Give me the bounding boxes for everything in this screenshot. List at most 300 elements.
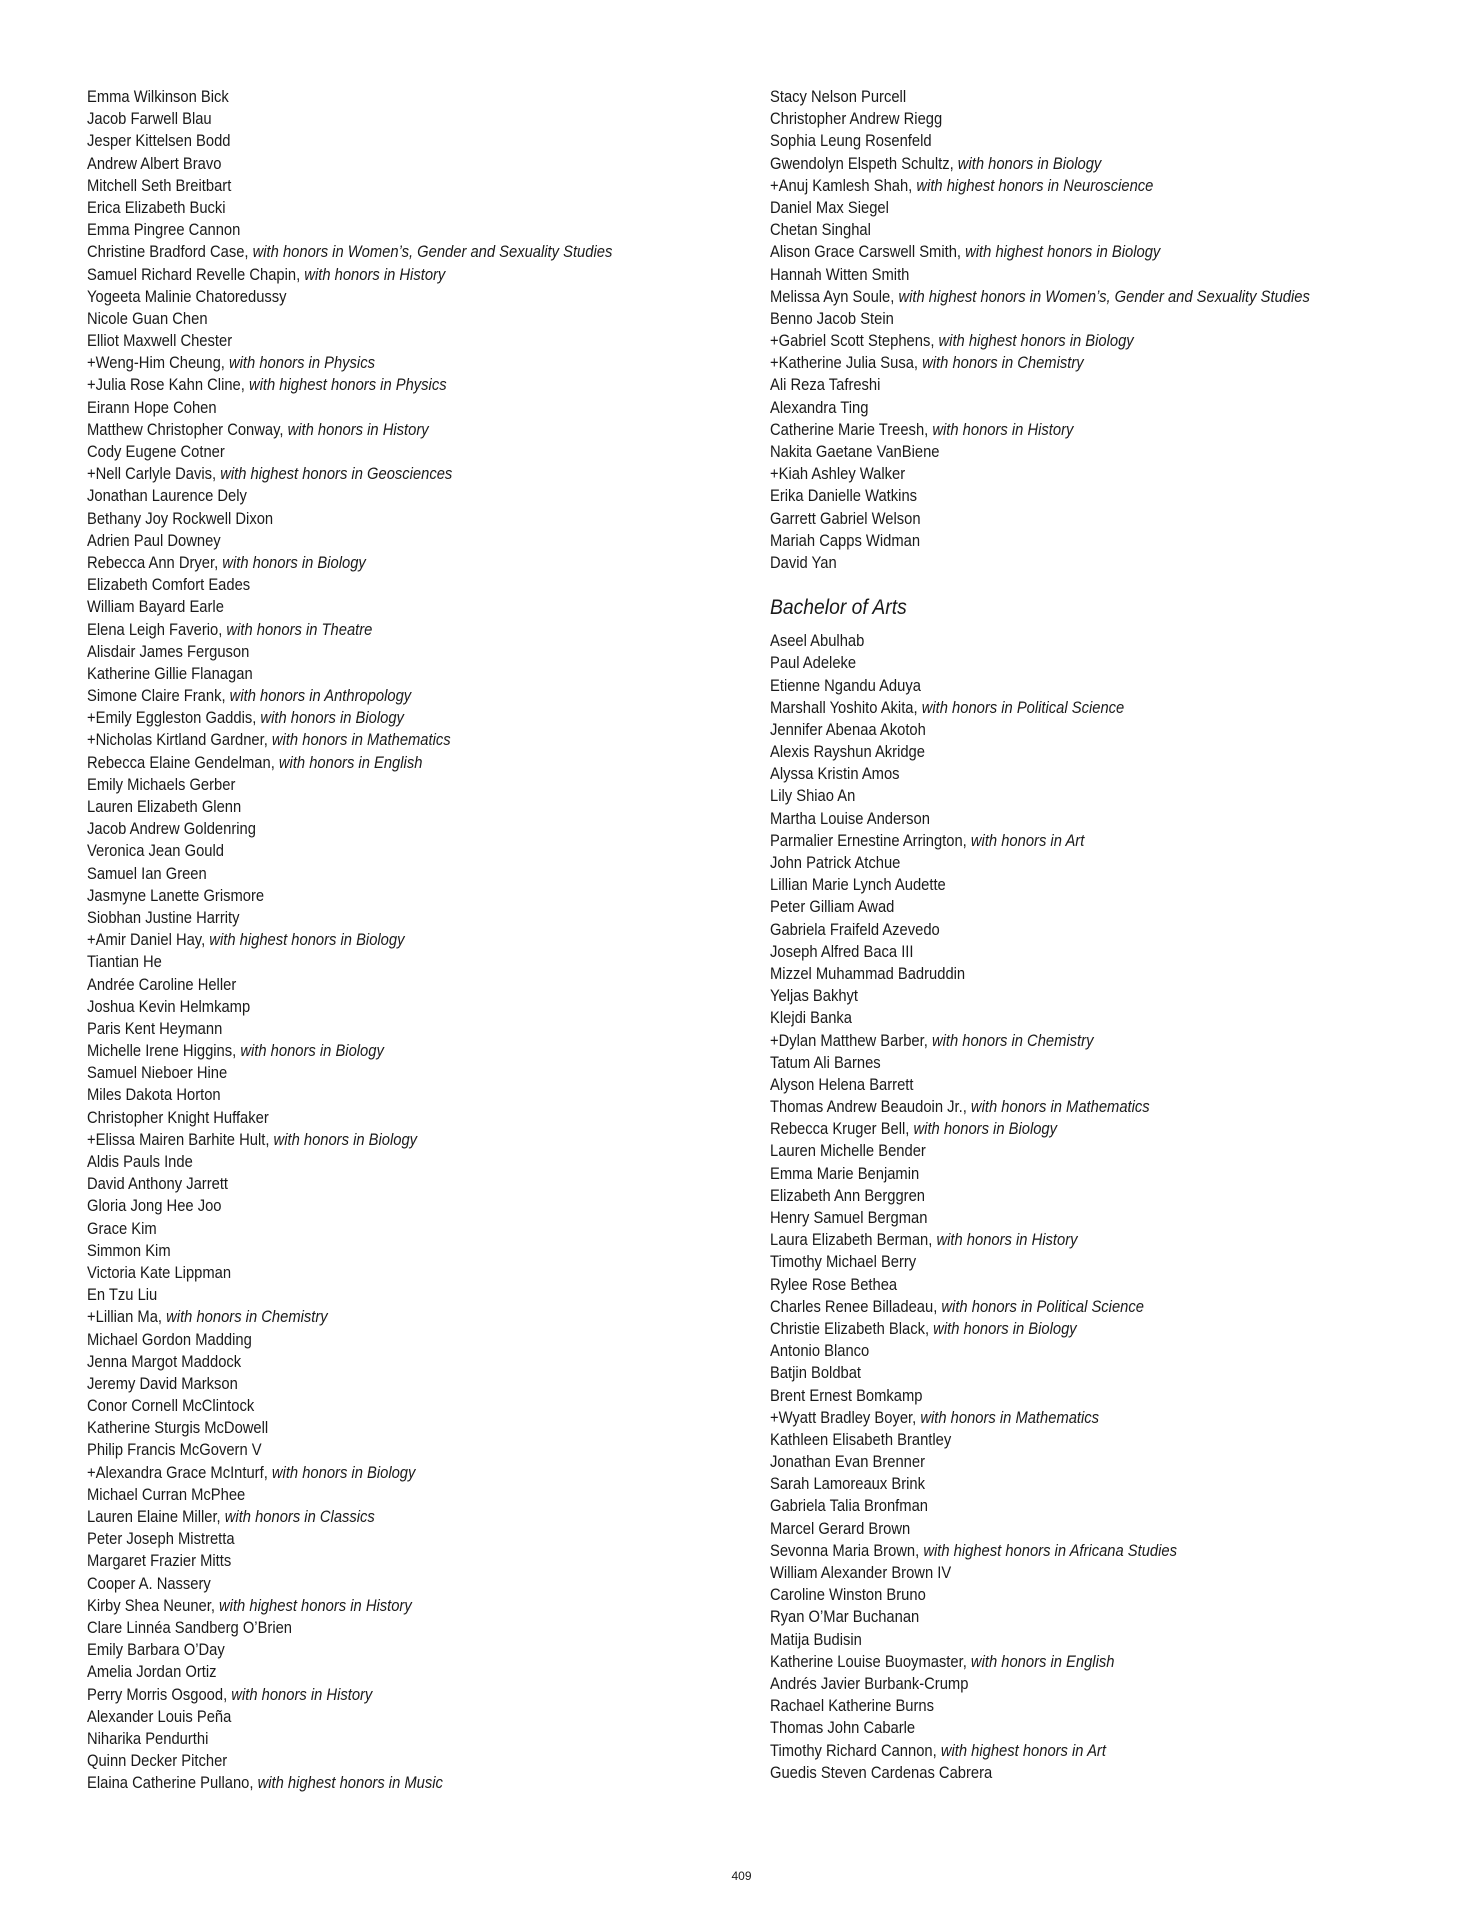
graduate-name: Sophia Leung Rosenfeld (770, 132, 932, 151)
graduate-entry (770, 286, 1382, 308)
graduate-name: Niharika Pendurthi (87, 1729, 209, 1748)
graduate-entry (770, 1318, 1382, 1340)
graduate-name: Elaina Catherine Pullano, (87, 1774, 254, 1793)
graduate-entry (87, 663, 663, 685)
graduate-entry (87, 729, 663, 751)
graduate-entry (770, 1074, 1382, 1096)
graduate-entry (770, 1717, 1382, 1739)
graduate-entry (87, 1284, 663, 1306)
graduate-name: Cooper A. Nassery (87, 1574, 211, 1593)
honors-designation: with highest honors in Biology (938, 332, 1134, 351)
graduate-name: Paris Kent Heymann (87, 1019, 223, 1038)
graduate-entry (87, 1484, 663, 1506)
honors-designation: with honors in English (278, 753, 423, 772)
graduate-name: +Nell Carlyle Davis, (87, 465, 217, 484)
honors-designation: with honors in Women’s, Gender and Sexuality Studies (252, 243, 613, 262)
graduate-entry (87, 1329, 663, 1351)
graduate-name: Etienne Ngandu Aduya (770, 676, 921, 695)
graduate-name: Eirann Hope Cohen (87, 398, 217, 417)
graduate-name: Cody Eugene Cotner (87, 443, 225, 461)
page-number: 409 (731, 1869, 752, 1883)
graduate-name: +Katherine Julia Susa, (770, 354, 919, 373)
graduate-name: Alison Grace Carswell Smith, (770, 243, 962, 262)
graduate-entry (770, 1163, 1382, 1185)
graduate-name: Alisdair James Ferguson (87, 642, 250, 661)
honors-designation: with honors in Biology (240, 1042, 384, 1061)
honors-designation: with highest honors in Biology (965, 243, 1161, 262)
graduate-name: Veronica Jean Gould (87, 842, 224, 861)
graduate-entry (87, 441, 663, 463)
graduate-entry (770, 1207, 1382, 1229)
graduate-entry (770, 1606, 1382, 1628)
graduate-entry (87, 885, 663, 907)
graduate-entry (87, 330, 663, 352)
honors-designation: with honors in History (932, 420, 1074, 439)
graduate-name: Melissa Ayn Soule, (770, 287, 895, 306)
graduate-entry (87, 1195, 663, 1217)
graduate-entry (87, 974, 663, 996)
honors-designation: with honors in Chemistry (166, 1308, 328, 1327)
honors-designation: with honors in Theatre (226, 620, 373, 639)
graduate-entry (87, 1417, 663, 1439)
graduate-entry (770, 1518, 1382, 1540)
graduate-entry (87, 1173, 663, 1195)
graduate-name: Gabriela Fraifeld Azevedo (770, 920, 940, 939)
graduate-name: Philip Francis McGovern V (87, 1441, 262, 1460)
graduate-entry (770, 1695, 1382, 1717)
graduate-entry (87, 1306, 663, 1328)
graduate-name: Perry Morris Osgood, (87, 1685, 228, 1704)
honors-designation: with honors in Biology (957, 154, 1102, 173)
graduate-entry (87, 485, 663, 507)
graduate-name: Caroline Winston Bruno (770, 1586, 926, 1605)
graduate-name: Emma Wilkinson Bick (87, 88, 229, 106)
graduate-name: Mitchell Seth Breitbart (87, 176, 232, 195)
graduate-entry (87, 1728, 663, 1750)
graduate-name: Jesper Kittelsen Bodd (87, 132, 231, 151)
honors-designation: with honors in Mathematics (970, 1098, 1150, 1117)
honors-designation: with highest honors in Women’s, Gender and Sexuality Studies (898, 287, 1310, 306)
graduate-name: +Nicholas Kirtland Gardner, (87, 731, 268, 750)
graduate-entry (87, 752, 663, 774)
graduate-name: Guedis Steven Cardenas Cabrera (770, 1763, 993, 1782)
graduate-entry (87, 374, 663, 396)
graduate-name: Kathleen Elisabeth Brantley (770, 1430, 952, 1449)
graduate-name: Thomas Andrew Beaudoin Jr., (770, 1098, 967, 1117)
graduate-entry (87, 951, 663, 973)
graduate-name: Charles Renee Billadeau, (770, 1297, 938, 1316)
honors-designation: with highest honors in Neuroscience (916, 176, 1154, 195)
graduate-name: Andrée Caroline Heller (87, 975, 237, 994)
graduate-entry (87, 175, 663, 197)
graduate-entry (770, 1629, 1382, 1651)
graduate-name: +Gabriel Scott Stephens, (770, 332, 935, 351)
graduate-name: Marcel Gerard Brown (770, 1519, 911, 1538)
graduate-entry (87, 1129, 663, 1151)
graduate-entry (770, 1584, 1382, 1606)
graduate-entry (87, 308, 663, 330)
graduate-name: Michael Gordon Madding (87, 1330, 252, 1349)
graduate-name: Joseph Alfred Baca III (770, 942, 914, 961)
graduate-name: Ryan O’Mar Buchanan (770, 1608, 920, 1627)
graduate-entry (770, 241, 1382, 263)
honors-designation: with honors in History (304, 265, 446, 284)
honors-designation: with honors in Art (970, 831, 1085, 850)
graduate-entry (770, 153, 1382, 175)
graduate-entry (87, 929, 663, 951)
graduate-entry (87, 241, 663, 263)
graduate-entry (87, 153, 663, 175)
graduate-entry (87, 463, 663, 485)
honors-designation: with honors in History (231, 1685, 373, 1704)
graduate-entry (87, 907, 663, 929)
graduate-name: Alexander Louis Peña (87, 1707, 232, 1726)
graduate-name: Quinn Decker Pitcher (87, 1752, 228, 1771)
graduate-entry (770, 874, 1382, 896)
graduate-name: Samuel Richard Revelle Chapin, (87, 265, 301, 284)
graduate-name: +Julia Rose Kahn Cline, (87, 376, 245, 395)
honors-designation: with honors in Biology (933, 1319, 1077, 1338)
graduate-entry (770, 1007, 1382, 1029)
graduate-name: Klejdi Banka (770, 1009, 853, 1028)
honors-designation: with highest honors in Physics (248, 376, 447, 395)
honors-designation: with honors in Physics (229, 354, 375, 373)
graduate-name: Elliot Maxwell Chester (87, 332, 233, 351)
graduate-entry (770, 419, 1382, 441)
graduate-entry (770, 1429, 1382, 1451)
graduate-name: Gloria Jong Hee Joo (87, 1197, 222, 1216)
graduate-entry (87, 1661, 663, 1683)
graduate-entry (87, 1062, 663, 1084)
graduate-name: Hannah Witten Smith (770, 265, 910, 284)
right-column (770, 86, 1450, 1784)
graduate-entry (770, 763, 1382, 785)
graduate-entry (87, 1528, 663, 1550)
graduate-name: Christine Bradford Case, (87, 243, 249, 262)
graduate-entry (770, 1096, 1382, 1118)
graduate-entry (87, 1573, 663, 1595)
graduate-entry (770, 1296, 1382, 1318)
graduate-entry (770, 1251, 1382, 1273)
graduate-name: Lillian Marie Lynch Audette (770, 876, 946, 895)
graduate-name: Alyson Helena Barrett (770, 1075, 914, 1094)
graduate-name: Alexis Rayshun Akridge (770, 743, 925, 762)
graduate-entry (770, 1118, 1382, 1140)
graduate-name: Jonathan Laurence Dely (87, 487, 247, 506)
graduate-name: +Alexandra Grace McInturf, (87, 1463, 268, 1482)
graduate-entry (87, 397, 663, 419)
graduate-name: Tiantian He (87, 953, 162, 972)
graduate-name: Jeremy David Markson (87, 1374, 238, 1393)
graduate-entry (87, 840, 663, 862)
graduate-entry (87, 1639, 663, 1661)
graduate-entry (770, 896, 1382, 918)
honors-designation: with honors in Political Science (941, 1297, 1144, 1316)
graduate-name: Parmalier Ernestine Arrington, (770, 831, 967, 850)
graduate-entry (770, 219, 1382, 241)
graduate-name: Michael Curran McPhee (87, 1485, 246, 1504)
graduate-entry (770, 852, 1382, 874)
graduate-name: Marshall Yoshito Akita, (770, 698, 918, 717)
graduate-name: Lauren Elizabeth Glenn (87, 798, 242, 816)
honors-designation: with honors in Biology (222, 553, 366, 572)
graduate-entry (770, 1562, 1382, 1584)
graduate-name: Christopher Knight Huffaker (87, 1108, 269, 1127)
graduate-name: Elizabeth Ann Berggren (770, 1186, 926, 1205)
graduate-name: Bethany Joy Rockwell Dixon (87, 509, 274, 528)
graduate-entry (87, 508, 663, 530)
graduate-entry (87, 1550, 663, 1572)
graduate-name: +Kiah Ashley Walker (770, 465, 906, 484)
graduate-name: Samuel Ian Green (87, 864, 207, 883)
graduate-entry (87, 1595, 663, 1617)
graduate-name: Paul Adeleke (770, 654, 857, 673)
graduate-name: Emily Michaels Gerber (87, 775, 236, 794)
graduate-name: Jasmyne Lanette Grismore (87, 886, 265, 905)
graduate-entry (87, 641, 663, 663)
graduate-name: Jacob Andrew Goldenring (87, 820, 256, 839)
graduate-name: Jonathan Evan Brenner (770, 1453, 926, 1472)
honors-designation: with honors in Mathematics (920, 1408, 1100, 1427)
graduate-name: Erika Danielle Watkins (770, 487, 918, 506)
graduate-name: Simone Claire Frank, (87, 687, 226, 706)
graduate-name: Timothy Richard Cannon, (770, 1741, 937, 1760)
graduate-entry (770, 1340, 1382, 1362)
graduate-name: +Lillian Ma, (87, 1308, 163, 1327)
section-heading: Bachelor of Arts (770, 596, 907, 620)
graduate-name: Lily Shiao An (770, 787, 856, 806)
honors-designation: with honors in Anthropology (229, 687, 412, 706)
graduate-name: Sarah Lamoreaux Brink (770, 1475, 925, 1494)
graduate-entry (87, 1373, 663, 1395)
graduate-name: Christopher Andrew Riegg (770, 110, 943, 129)
graduate-name: Joshua Kevin Helmkamp (87, 997, 251, 1016)
graduate-name: Gabriela Talia Bronfman (770, 1497, 928, 1516)
graduate-entry (87, 264, 663, 286)
honors-designation: with honors in Biology (913, 1120, 1058, 1139)
graduate-name: Conor Cornell McClintock (87, 1397, 255, 1416)
right-column-bottom-list (770, 630, 1450, 1784)
graduate-name: Batjin Boldbat (770, 1364, 862, 1383)
graduate-name: Gwendolyn Elspeth Schultz, (770, 154, 954, 173)
graduate-entry (87, 574, 663, 596)
graduate-entry (770, 130, 1382, 152)
graduate-entry (87, 1351, 663, 1373)
graduate-entry (87, 1084, 663, 1106)
graduate-entry (87, 86, 663, 108)
graduate-name: +Dylan Matthew Barber, (770, 1031, 928, 1050)
graduate-name: Rebecca Ann Dryer, (87, 553, 219, 572)
graduate-name: Lauren Elaine Miller, (87, 1508, 221, 1526)
honors-designation: with honors in Chemistry (922, 354, 1084, 373)
graduate-name: +Weng-Him Cheung, (87, 354, 225, 373)
honors-designation: with honors in Biology (271, 1463, 416, 1482)
graduate-entry (87, 1750, 663, 1772)
graduate-entry (770, 1030, 1382, 1052)
graduate-name: Siobhan Justine Harrity (87, 908, 240, 927)
graduate-name: Emma Marie Benjamin (770, 1164, 920, 1183)
graduate-name: Matija Budisin (770, 1630, 862, 1649)
graduate-entry (770, 264, 1382, 286)
honors-designation: with honors in Biology (260, 709, 404, 728)
graduate-name: Rachael Katherine Burns (770, 1697, 935, 1716)
graduate-entry (770, 108, 1382, 130)
graduate-entry (770, 86, 1382, 108)
graduate-name: Yeljas Bakhyt (770, 987, 859, 1006)
graduate-entry (87, 707, 663, 729)
graduate-name: Brent Ernest Bomkamp (770, 1386, 923, 1405)
honors-designation: with honors in Classics (224, 1508, 375, 1526)
graduate-name: Nicole Guan Chen (87, 309, 208, 328)
graduate-entry (770, 485, 1382, 507)
graduate-name: Martha Louise Anderson (770, 809, 930, 828)
graduate-entry (770, 508, 1382, 530)
graduate-entry (770, 308, 1382, 330)
graduate-name: William Bayard Earle (87, 598, 224, 617)
graduate-name: +Elissa Mairen Barhite Hult, (87, 1130, 270, 1149)
graduate-entry (770, 1495, 1382, 1517)
graduate-name: +Amir Daniel Hay, (87, 931, 206, 950)
graduate-entry (770, 1673, 1382, 1695)
graduate-entry (770, 1362, 1382, 1384)
graduate-entry (87, 219, 663, 241)
honors-designation: with honors in Political Science (921, 698, 1125, 717)
graduate-entry (770, 1274, 1382, 1296)
graduate-entry (87, 796, 663, 818)
honors-designation: with honors in English (970, 1652, 1115, 1671)
graduate-name: Clare Linnéa Sandberg O’Brien (87, 1618, 293, 1637)
graduate-name: Jenna Margot Maddock (87, 1352, 242, 1371)
graduate-entry (87, 1151, 663, 1173)
graduate-entry (87, 530, 663, 552)
honors-designation: with highest honors in History (219, 1596, 412, 1615)
graduate-name: Chetan Singhal (770, 221, 871, 240)
graduate-name: Rebecca Elaine Gendelman, (87, 753, 275, 772)
graduate-name: Simmon Kim (87, 1241, 171, 1260)
graduate-name: Benno Jacob Stein (770, 309, 894, 328)
graduate-entry (770, 985, 1382, 1007)
graduate-entry (770, 808, 1382, 830)
honors-designation: with highest honors in Biology (209, 931, 405, 950)
graduate-name: +Wyatt Bradley Boyer, (770, 1408, 917, 1427)
graduate-entry (770, 830, 1382, 852)
graduate-name: Mizzel Muhammad Badruddin (770, 964, 966, 983)
graduate-name: Adrien Paul Downey (87, 531, 221, 550)
graduate-name: Henry Samuel Bergman (770, 1209, 928, 1227)
graduate-entry (87, 286, 663, 308)
graduate-entry (770, 1762, 1382, 1784)
graduate-entry (770, 1451, 1382, 1473)
graduate-entry (770, 1473, 1382, 1495)
graduate-entry (770, 963, 1382, 985)
graduate-entry (87, 619, 663, 641)
graduate-entry (770, 397, 1382, 419)
graduate-entry (87, 197, 663, 219)
graduate-name: Katherine Louise Buoymaster, (770, 1652, 967, 1671)
graduate-entry (87, 419, 663, 441)
graduate-name: Margaret Frazier Mitts (87, 1552, 232, 1571)
graduate-name: Laura Elizabeth Berman, (770, 1231, 933, 1250)
graduate-entry (770, 441, 1382, 463)
graduate-entry (87, 1462, 663, 1484)
honors-designation: with honors in Chemistry (931, 1031, 1094, 1050)
graduate-name: Tatum Ali Barnes (770, 1053, 881, 1072)
graduate-entry (770, 197, 1382, 219)
graduate-name: Erica Elizabeth Bucki (87, 198, 226, 217)
graduate-name: +Anuj Kamlesh Shah, (770, 176, 913, 195)
right-column-top-list (770, 86, 1450, 574)
graduate-name: Lauren Michelle Bender (770, 1142, 926, 1161)
honors-designation: with honors in History (936, 1231, 1078, 1250)
graduate-name: Daniel Max Siegel (770, 198, 889, 217)
graduate-name: David Anthony Jarrett (87, 1175, 229, 1194)
graduate-entry (770, 785, 1382, 807)
graduate-name: Timothy Michael Berry (770, 1253, 917, 1272)
graduate-name: Nakita Gaetane VanBiene (770, 443, 940, 461)
graduate-name: Andrew Albert Bravo (87, 154, 222, 173)
graduate-name: +Emily Eggleston Gaddis, (87, 709, 257, 728)
graduate-name: Elena Leigh Faverio, (87, 620, 223, 639)
left-column (87, 86, 727, 1794)
graduate-name: Peter Joseph Mistretta (87, 1530, 235, 1549)
graduate-name: Katherine Gillie Flanagan (87, 664, 253, 683)
honors-designation: with highest honors in Music (257, 1774, 443, 1793)
graduate-name: Sevonna Maria Brown, (770, 1541, 920, 1560)
graduate-name: Alyssa Kristin Amos (770, 765, 900, 784)
graduate-entry (87, 130, 663, 152)
graduate-entry (770, 919, 1382, 941)
graduate-name: Christie Elizabeth Black, (770, 1319, 930, 1338)
graduate-name: David Yan (770, 553, 837, 572)
graduate-name: Stacy Nelson Purcell (770, 88, 907, 106)
graduate-name: Grace Kim (87, 1219, 157, 1238)
graduate-entry (770, 352, 1382, 374)
graduate-name: En Tzu Liu (87, 1286, 158, 1305)
graduate-entry (87, 1617, 663, 1639)
graduate-entry (770, 1407, 1382, 1429)
graduate-entry (87, 1018, 663, 1040)
graduate-name: William Alexander Brown IV (770, 1564, 952, 1582)
honors-designation: with honors in Biology (273, 1130, 418, 1149)
graduate-name: Miles Dakota Horton (87, 1086, 221, 1105)
graduate-entry (87, 552, 663, 574)
graduate-name: Aldis Pauls Inde (87, 1153, 193, 1171)
graduate-entry (87, 1240, 663, 1262)
graduate-entry (87, 352, 663, 374)
graduate-entry (770, 1740, 1382, 1762)
graduate-entry (770, 697, 1382, 719)
graduate-name: Yogeeta Malinie Chatoredussy (87, 287, 287, 306)
graduate-name: Amelia Jordan Ortiz (87, 1663, 217, 1682)
graduate-entry (770, 175, 1382, 197)
graduate-name: Victoria Kate Lippman (87, 1263, 232, 1282)
graduate-entry (87, 818, 663, 840)
graduate-name: Katherine Sturgis McDowell (87, 1419, 269, 1438)
graduate-name: Emily Barbara O’Day (87, 1641, 225, 1660)
graduate-name: Samuel Nieboer Hine (87, 1064, 228, 1083)
graduate-entry (770, 1385, 1382, 1407)
graduate-entry (770, 1140, 1382, 1162)
graduate-entry (770, 463, 1382, 485)
graduate-entry (87, 1706, 663, 1728)
graduate-entry (770, 741, 1382, 763)
graduate-name: John Patrick Atchue (770, 854, 901, 872)
graduate-entry (87, 1395, 663, 1417)
graduate-entry (770, 675, 1382, 697)
graduate-entry (87, 1772, 663, 1794)
graduate-entry (87, 863, 663, 885)
graduate-name: Antonio Blanco (770, 1342, 870, 1361)
